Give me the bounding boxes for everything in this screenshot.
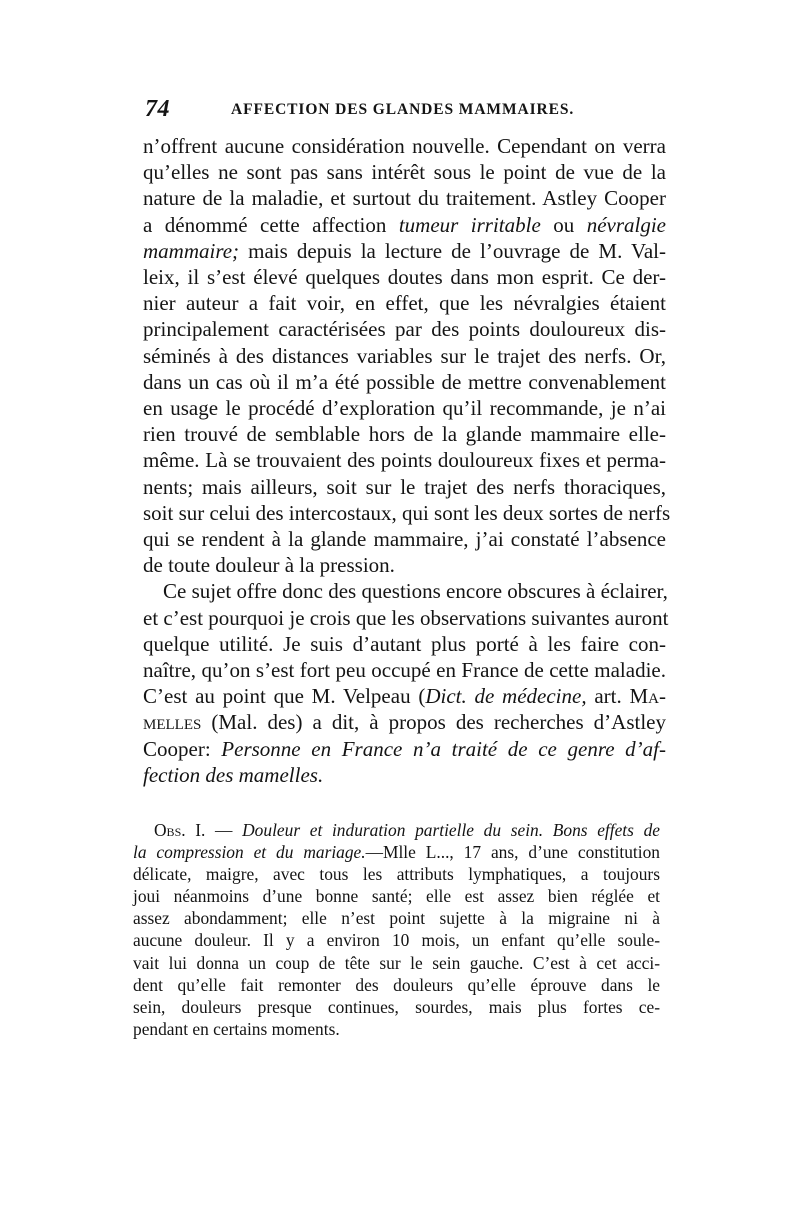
text-line [133, 841, 660, 863]
text-line [143, 212, 666, 238]
running-title: AFFECTION DES GLANDES MAMMAIRES. [231, 101, 575, 118]
page-number: 74 [145, 96, 170, 122]
text-line: sein, douleurs presque continues, sourdes, mais plus fortes ce- [133, 996, 660, 1017]
observation-heading-line [133, 819, 660, 841]
text-line: dent qu’elle fait remonter des douleurs qu’elle éprouve dans le [133, 974, 660, 995]
text-line: qu’elles ne sont pas sans intérêt sous le point de vue de la [143, 160, 666, 185]
italic-term: mammaire; [143, 238, 240, 263]
text-line: même. Là se trouvaient des points douloureux fixes et perma- [143, 448, 666, 473]
text-line: séminés à des distances variables sur le trajet des nerfs. Or, [143, 343, 666, 368]
observation-title: la compression et du mariage. [133, 842, 366, 863]
main-text [143, 133, 671, 788]
observation-section [133, 819, 660, 1040]
text-line [143, 736, 666, 762]
italic-term: névralgie [586, 212, 666, 237]
text-line: nature de la maladie, et surtout du traitement. Astley Cooper [143, 186, 666, 211]
text-line: principalement caractérisées par des points douloureux dis- [143, 317, 666, 342]
text-run: mais depuis la lecture de l’ouvrage de M. Val- [239, 238, 666, 263]
small-caps-term: Ma- [629, 684, 666, 709]
text-line: vait lui donna un coup de tête sur le sein gauche. C’est à cet acci- [133, 952, 660, 973]
text-line: pendant en certains moments. [133, 1018, 340, 1039]
italic-quote: Personne en France n’a traité de ce genre d’af- [221, 736, 666, 761]
text-line [143, 709, 666, 735]
text-run: (Mal. des) a dit, à propos des recherches d’Astley [201, 710, 666, 735]
italic-term: tumeur irritable [398, 212, 541, 237]
paragraph-1 [143, 133, 671, 578]
text-run: C’est au point que M. Velpeau ( [143, 684, 426, 709]
text-line: et c’est pourquoi je crois que les observations suivantes auront [143, 605, 669, 630]
paragraph-2 [143, 578, 669, 788]
text-line: rien trouvé de semblable hors de la glande mammaire elle- [143, 422, 666, 447]
text-line: de toute douleur à la pression. [143, 553, 395, 578]
text-line: dans un cas où il m’a été possible de mettre convenablement [143, 369, 666, 394]
text-run: a dénommé cette affection [143, 212, 399, 237]
text-run: art. [586, 684, 630, 709]
text-line: soit sur celui des intercostaux, qui sont les deux sortes de nerfs [143, 500, 671, 525]
text-line: assez abondamment; elle n’est point sujette à la migraine ni à [133, 908, 660, 929]
text-line: leix, il s’est élevé quelques doutes dans mon esprit. Ce der- [143, 265, 666, 290]
page-header [145, 96, 665, 126]
text-line: en usage le procédé d’exploration qu’il recommande, je n’ai [143, 396, 666, 421]
small-caps-term: melles [143, 710, 202, 735]
text-run: —Mlle L..., 17 ans, d’une constitution [365, 842, 660, 863]
text-line: qui se rendent à la glande mammaire, j’ai constaté l’absence [143, 527, 666, 552]
text-line [143, 683, 666, 709]
text-line: Ce sujet offre donc des questions encore obscures à éclairer, [163, 579, 668, 604]
text-line: délicate, maigre, avec tous les attributs lymphatiques, a toujours [133, 864, 660, 885]
text-line: n’offrent aucune considération nouvelle. Cependant on verra [143, 134, 666, 158]
observation-label: Obs. I. — [154, 820, 243, 840]
text-line: nents; mais ailleurs, soit sur le trajet des nerfs thoraciques, [143, 474, 666, 499]
italic-citation: Dict. de médecine, [425, 684, 587, 709]
text-line: aucune douleur. Il y a environ 10 mois, un enfant qu’elle soule- [133, 930, 660, 951]
observation-title: Douleur et induration partielle du sein. Bons effets de [242, 820, 660, 840]
text-line: quelque utilité. Je suis d’autant plus porté à les faire con- [143, 631, 666, 656]
text-line: naître, qu’on s’est fort peu occupé en France de cette maladie. [143, 658, 666, 683]
text-run: ou [540, 212, 587, 237]
text-line: fection des mamelles. [143, 762, 324, 787]
text-run: Cooper: [143, 736, 222, 761]
text-line: nier auteur a fait voir, en effet, que les névralgies étaient [143, 291, 666, 316]
text-line: joui néanmoins d’une bonne santé; elle est assez bien réglée et [133, 886, 660, 907]
text-line [143, 238, 666, 264]
